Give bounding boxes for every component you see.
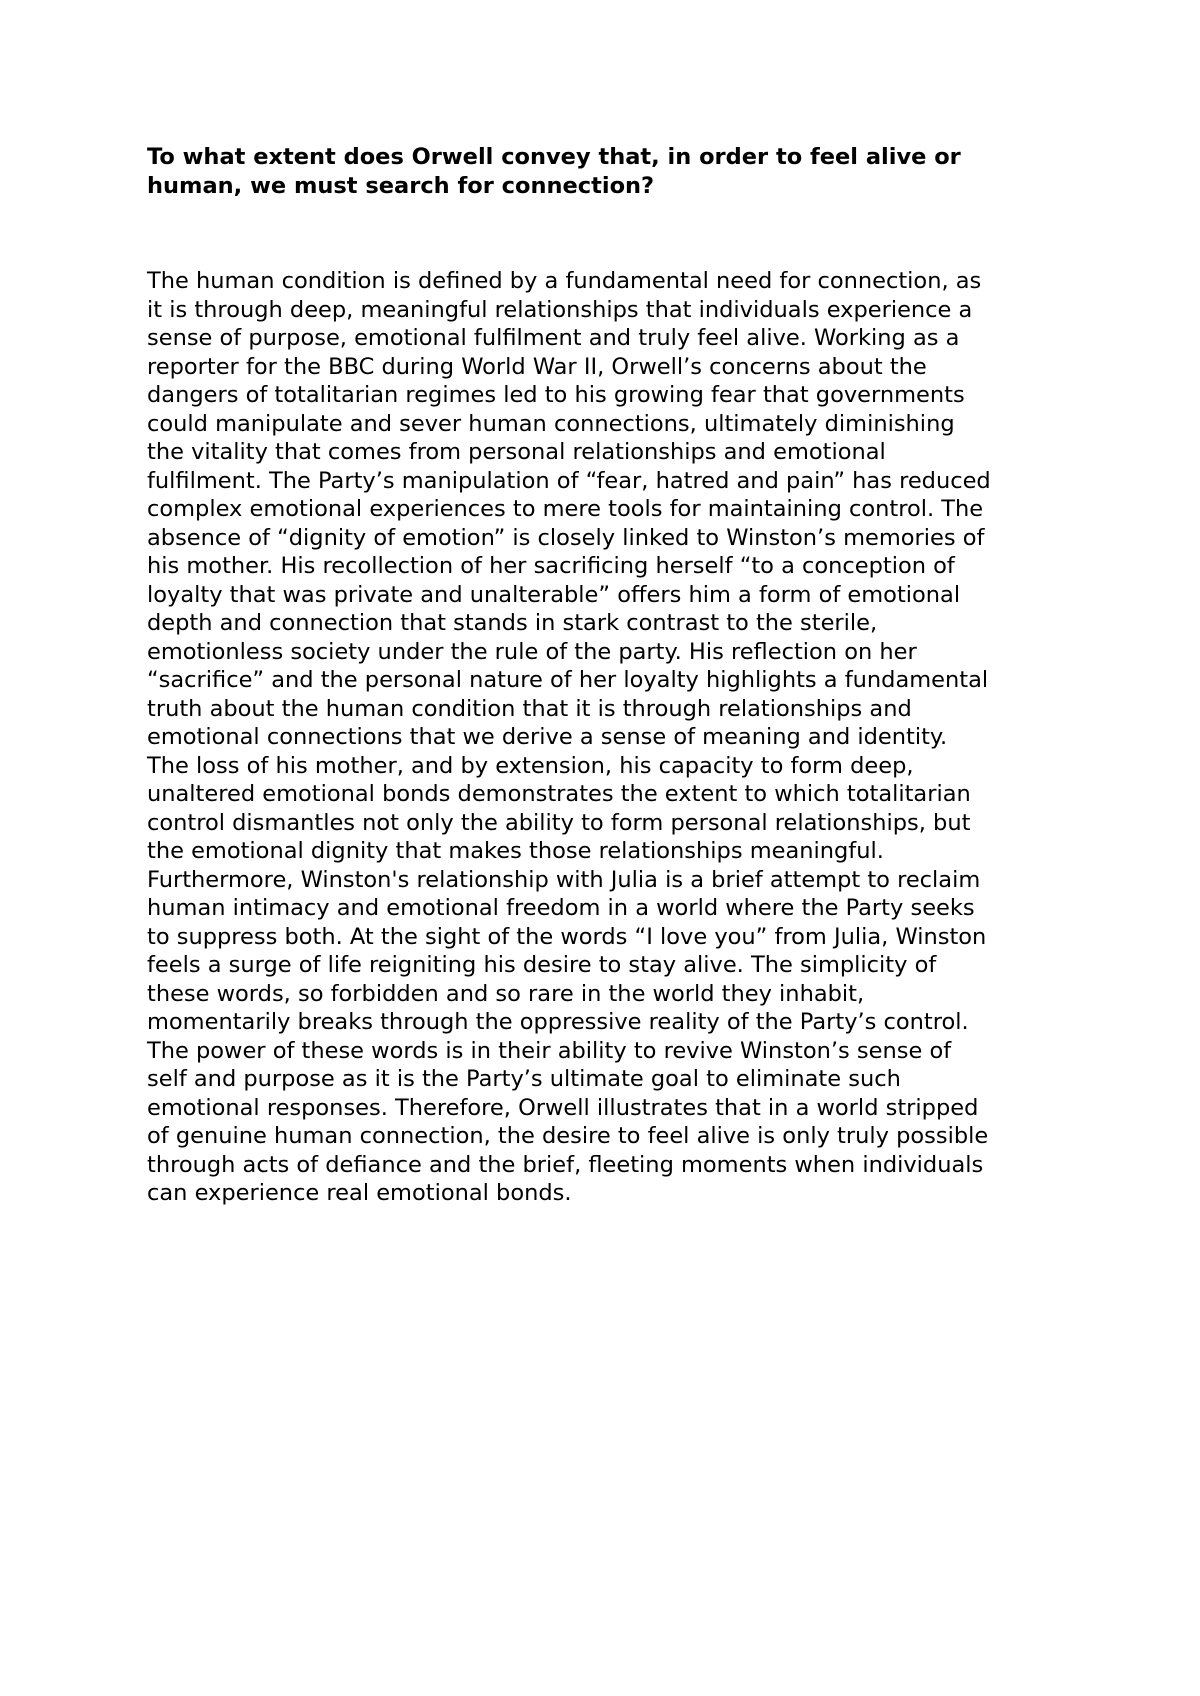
body-line: depth and connection that stands in stark contrast to the sterile, (147, 610, 878, 636)
essay-body-paragraph (147, 267, 1087, 1208)
body-line: his mother. His recollection of her sacrificing herself “to a conception of (147, 553, 955, 579)
body-line: reporter for the BBC during World War II, Orwell’s concerns about the (147, 353, 927, 380)
body-line: The loss of his mother, and by extension, his capacity to form deep, (147, 752, 914, 779)
body-line: dangers of totalitarian regimes led to his growing fear that governments (147, 382, 965, 408)
body-line: control dismantles not only the ability to form personal relationships, but (147, 809, 971, 836)
document-content (147, 143, 1087, 1208)
body-line: it is through deep, meaningful relationships that individuals experience a (147, 296, 973, 323)
body-line: loyalty that was private and unalterable” offers him a form of emotional (147, 581, 961, 608)
body-line: human intimacy and emotional freedom in a world where the Party seeks (147, 895, 975, 921)
body-line: Furthermore, Winston's relationship with Julia is a brief attempt to reclaim (147, 866, 981, 893)
body-line: self and purpose as it is the Party’s ultimate goal to eliminate such (147, 1066, 901, 1092)
title-line: human, we must search for connection? (147, 173, 655, 199)
body-line: truth about the human condition that it is through relationships and (147, 695, 912, 722)
body-line: fulfilment. The Party’s manipulation of “fear, hatred and pain” has reduced (147, 467, 991, 494)
body-line: feels a surge of life reigniting his desire to stay alive. The simplicity of (147, 952, 937, 978)
title-line: To what extent does Orwell convey that, in order to feel alive or (147, 144, 961, 170)
body-line: could manipulate and sever human connections, ultimately diminishing (147, 410, 955, 437)
body-line: of genuine human connection, the desire to feel alive is only truly possible (147, 1123, 989, 1149)
body-line: through acts of defiance and the brief, fleeting moments when individuals (147, 1151, 984, 1178)
body-line: emotional connections that we derive a sense of meaning and identity. (147, 724, 948, 750)
body-line: “sacrifice” and the personal nature of her loyalty highlights a fundamental (147, 667, 989, 693)
body-line: unaltered emotional bonds demonstrates the extent to which totalitarian (147, 781, 971, 807)
body-line: The human condition is defined by a fundamental need for connection, as (147, 268, 982, 294)
body-line: to suppress both. At the sight of the words “I love you” from Julia, Winston (147, 923, 987, 950)
body-line: momentarily breaks through the oppressive reality of the Party’s control. (147, 1009, 969, 1035)
body-line: complex emotional experiences to mere tools for maintaining control. The (147, 496, 984, 522)
body-line: emotionless society under the rule of the party. His reflection on her (147, 638, 917, 665)
body-line: the emotional dignity that makes those relationships meaningful. (147, 838, 884, 864)
essay-title (147, 143, 1087, 201)
body-line: absence of “dignity of emotion” is closely linked to Winston’s memories of (147, 524, 985, 551)
body-line: sense of purpose, emotional fulfilment and truly feel alive. Working as a (147, 325, 960, 351)
body-line: can experience real emotional bonds. (147, 1180, 572, 1206)
body-line: these words, so forbidden and so rare in the world they inhabit, (147, 980, 865, 1007)
body-line: emotional responses. Therefore, Orwell illustrates that in a world stripped (147, 1094, 979, 1121)
body-line: The power of these words is in their ability to revive Winston’s sense of (147, 1037, 952, 1064)
body-line: the vitality that comes from personal relationships and emotional (147, 439, 886, 465)
